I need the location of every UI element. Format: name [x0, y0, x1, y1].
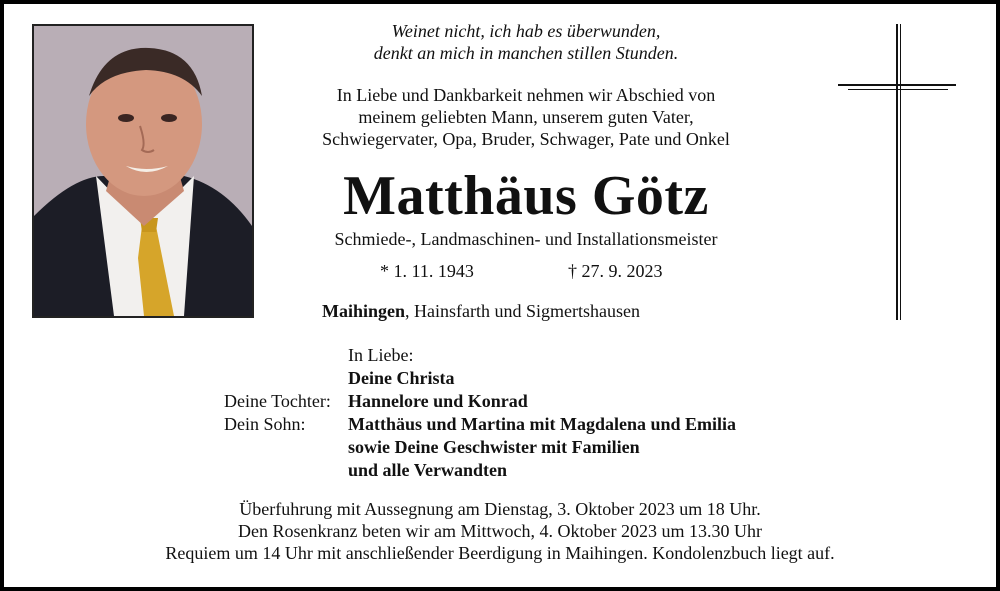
funeral-line: Den Rosenkranz beten wir am Mittwoch, 4. Oktober 2023 um 13.30 Uhr: [238, 521, 762, 541]
mourner-value: sowie Deine Geschwister mit Familien: [348, 437, 640, 457]
mourner-value: In Liebe:: [348, 345, 414, 365]
mourners-list: [224, 344, 736, 482]
mourner-row: [224, 390, 736, 413]
mourner-row: [224, 344, 736, 367]
mourner-label: Dein Sohn:: [224, 414, 306, 434]
mourner-label: [224, 459, 348, 482]
birth-date: * 1. 11. 1943: [380, 261, 474, 281]
mourner-row: [224, 459, 736, 482]
place-main: Maihingen: [322, 301, 406, 321]
motto-verse: [304, 20, 748, 64]
funeral-line: Überfuhrung mit Aussegnung am Dienstag, 3. Oktober 2023 um 18 Uhr.: [239, 499, 761, 519]
mourner-row: [224, 436, 736, 459]
obituary-card: [4, 4, 996, 587]
mourner-value: Hannelore und Konrad: [348, 391, 528, 411]
intro-text: [294, 84, 758, 150]
intro-line: In Liebe und Dankbarkeit nehmen wir Abschied von: [336, 85, 716, 105]
intro-line: Schwiegervater, Opa, Bruder, Schwager, Pate und Onkel: [322, 129, 730, 149]
mourner-label: [224, 367, 348, 390]
intro-line: meinem geliebten Mann, unserem guten Vater,: [358, 107, 694, 127]
mourner-value: Matthäus und Martina mit Magdalena und Emilia: [348, 414, 737, 434]
profession: Schmiede-, Landmaschinen- und Installationsmeister: [334, 229, 718, 249]
place-others: , Hainsfarth und Sigmertshausen: [405, 301, 640, 321]
place-line: [322, 300, 640, 322]
cross-icon: [838, 24, 956, 320]
funeral-details: [134, 498, 866, 564]
deceased-name: Matthäus Götz: [343, 165, 709, 227]
motto-line: Weinet nicht, ich hab es überwunden,: [391, 21, 661, 41]
funeral-line: Requiem um 14 Uhr mit anschließender Beerdigung in Maihingen. Kondolenzbuch liegt auf.: [165, 543, 835, 563]
mourner-value: Deine Christa: [348, 368, 455, 388]
mourner-label: [224, 344, 348, 367]
death-date: † 27. 9. 2023: [568, 261, 663, 281]
mourner-value: und alle Verwandten: [348, 460, 508, 480]
motto-line: denkt an mich in manchen stillen Stunden.: [373, 43, 679, 63]
mourner-row: [224, 367, 736, 390]
mourner-label: [224, 436, 348, 459]
portrait-photo: [32, 24, 254, 318]
mourner-label: Deine Tochter:: [224, 391, 331, 411]
mourner-row: [224, 413, 736, 436]
